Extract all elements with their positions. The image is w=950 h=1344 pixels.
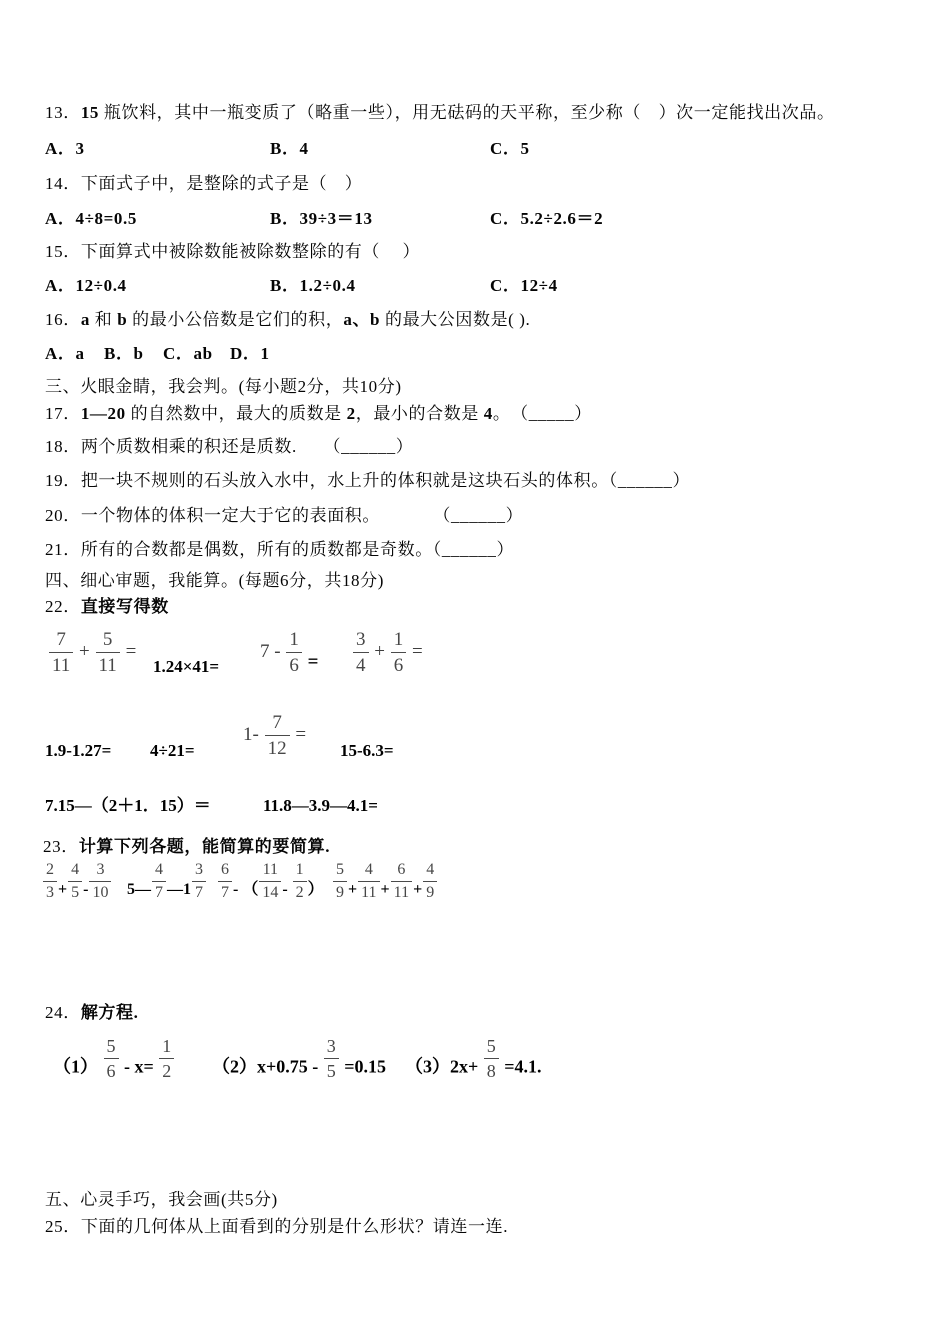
q22-label-seg: 22． xyxy=(45,597,81,616)
q20-seg: 一个物体的体积一定大于它的表面积。 （______） xyxy=(80,506,524,525)
q16-stem xyxy=(45,310,530,330)
fraction-denominator: 7 xyxy=(192,881,206,901)
fraction-denominator: 5 xyxy=(68,881,82,901)
fraction-denominator: 6 xyxy=(104,1058,119,1080)
math-text: 15-6.3= xyxy=(340,741,394,760)
q15-options-seg: B．1.2÷0.4 xyxy=(270,276,356,295)
math-text: + xyxy=(74,640,95,662)
q16-options-seg: D．1 xyxy=(230,344,270,363)
q22-expr-3 xyxy=(260,630,318,675)
fraction xyxy=(96,630,120,675)
fraction-denominator: 11 xyxy=(49,652,73,675)
section-4-header xyxy=(45,571,384,591)
fraction-numerator: 2 xyxy=(46,861,54,878)
math-text: 4÷21= xyxy=(150,741,195,760)
q21-seg: 21． xyxy=(45,540,81,559)
math-text: - x= xyxy=(119,1056,159,1077)
q20-seg: 20． xyxy=(45,506,81,525)
fraction-numerator: 4 xyxy=(426,861,435,878)
q16-stem-seg: 16． xyxy=(45,310,81,329)
fraction-numerator: 3 xyxy=(96,861,105,878)
q21-seg: 所有的合数都是偶数，所有的质数都是奇数。（______） xyxy=(80,540,515,559)
fraction-numerator: 4 xyxy=(155,861,163,878)
q21 xyxy=(45,540,514,560)
q22-expr-5 xyxy=(45,742,111,759)
math-text: - （ xyxy=(233,880,259,898)
q16-stem-seg: 的最小公倍数是它们的积， xyxy=(127,310,344,329)
fraction-numerator: 7 xyxy=(272,712,282,733)
math-text: + xyxy=(369,640,390,662)
fraction xyxy=(293,862,307,901)
fraction xyxy=(423,862,437,901)
q20 xyxy=(45,506,523,526)
q13-stem-seg: 13． xyxy=(45,103,81,122)
math-text: （3）2x+ xyxy=(405,1056,483,1077)
math-text: =0.15 xyxy=(339,1056,387,1077)
q18-seg: 两个质数相乘的积还是质数. （______） xyxy=(80,437,414,456)
q17-seg: 。 （_____） xyxy=(492,404,592,423)
math-text: = xyxy=(407,640,423,662)
q15-options-seg: A．12÷0.4 xyxy=(45,276,127,295)
q15-stem-seg: 15． xyxy=(45,242,81,261)
fraction-denominator: 10 xyxy=(89,881,111,901)
math-text: 7.15—（2＋1．15）＝ xyxy=(45,796,211,815)
math-text: - xyxy=(282,880,292,898)
fraction xyxy=(152,862,166,901)
fraction-numerator: 3 xyxy=(356,629,366,650)
fraction xyxy=(259,862,281,901)
fraction xyxy=(484,1037,499,1080)
q16-stem-seg: 的最大公因数是( ). xyxy=(380,310,531,329)
fraction xyxy=(159,1037,174,1080)
q25-seg: 下面的几何体从上面看到的分别是什么形状？请连一连. xyxy=(80,1217,509,1236)
fraction-numerator: 5 xyxy=(486,1036,496,1056)
math-text: （2）x+0.75 - xyxy=(212,1056,323,1077)
fraction-denominator: 2 xyxy=(293,881,307,901)
math-text: + xyxy=(380,880,390,898)
fraction xyxy=(324,1037,339,1080)
q14-options-seg: A．4÷8=0.5 xyxy=(45,209,137,228)
q17-seg: 4 xyxy=(483,404,493,423)
fraction-numerator: 3 xyxy=(195,861,203,878)
math-text: 7 - xyxy=(260,640,286,662)
fraction-denominator: 4 xyxy=(353,652,369,675)
fraction xyxy=(104,1037,119,1080)
math-text: + xyxy=(413,880,423,898)
q22-expr-6 xyxy=(150,742,195,759)
q15-stem-seg: 下面算式中被除数能被除数整除的有（ ） xyxy=(80,242,421,261)
math-text: + xyxy=(58,880,68,898)
q22-expr-10 xyxy=(263,797,378,814)
q25 xyxy=(45,1217,508,1237)
fraction-numerator: 5 xyxy=(336,861,344,878)
q13-stem-seg: 15 xyxy=(80,103,100,122)
q17-seg: 1—20 xyxy=(80,404,126,423)
q13-options-seg: A．3 xyxy=(45,139,85,158)
q17-seg: 17． xyxy=(45,404,81,423)
fraction-denominator: 11 xyxy=(96,652,120,675)
q16-stem-seg: b xyxy=(117,310,128,329)
math-text: （1） xyxy=(53,1056,103,1077)
q23-expr-1 xyxy=(42,862,112,901)
q16-options-seg: C．ab xyxy=(163,344,213,363)
q19 xyxy=(45,471,690,491)
fraction-denominator: 11 xyxy=(391,881,412,901)
fraction-numerator: 3 xyxy=(326,1036,336,1056)
math-text: - xyxy=(83,880,89,898)
section-4-header-seg: 四、细心审题，我能算。(每题6分，共18分) xyxy=(45,571,385,590)
q17-seg: ，最小的合数是 xyxy=(355,404,484,423)
q24-label-seg: 24． xyxy=(45,1003,81,1022)
q14-options-seg: C．5.2÷2.6＝2 xyxy=(490,209,604,228)
q14-stem-seg: 下面式子中，是整除的式子是（ ） xyxy=(80,174,363,193)
q24-eq-1 xyxy=(53,1037,175,1080)
q25-seg: 25． xyxy=(45,1217,81,1236)
fraction-numerator: 1 xyxy=(162,1036,172,1056)
q15-stem xyxy=(45,242,420,262)
q16-stem-seg: 和 xyxy=(89,310,118,329)
fraction-denominator: 3 xyxy=(43,881,57,901)
q18-seg: 18． xyxy=(45,437,81,456)
q22-expr-9 xyxy=(45,797,211,814)
q22-expr-1 xyxy=(48,630,136,675)
q22-expr-2 xyxy=(153,658,219,675)
fraction-denominator: 9 xyxy=(423,881,437,901)
math-text: ） xyxy=(307,880,324,898)
q14-options-seg: B．39÷3＝13 xyxy=(270,209,373,228)
fraction-denominator: 5 xyxy=(324,1058,339,1080)
fraction-numerator: 4 xyxy=(71,861,80,878)
fraction-numerator: 1 xyxy=(393,629,404,650)
q13-stem-seg: 瓶饮料，其中一瓶变质了（略重一些），用无砝码的天平称，至少称（ ）次一定能找出次品。 xyxy=(99,103,835,122)
fraction xyxy=(391,630,407,675)
fraction-denominator: 6 xyxy=(391,652,407,675)
math-text: 1.24×41= xyxy=(153,657,220,676)
fraction-numerator: 4 xyxy=(364,861,373,878)
fraction-denominator: 14 xyxy=(259,881,281,901)
fraction xyxy=(391,862,412,901)
section-3-header-seg: 三、火眼金睛，我会判。(每小题2分，共10分) xyxy=(45,377,402,396)
fraction-denominator: 11 xyxy=(358,881,379,901)
math-text: = xyxy=(290,723,307,745)
section-3-header xyxy=(45,377,402,397)
fraction-denominator: 7 xyxy=(218,881,232,901)
fraction-numerator: 5 xyxy=(106,1036,116,1056)
section-5-header xyxy=(45,1190,278,1210)
fraction-numerator: 7 xyxy=(56,629,66,650)
fraction-denominator: 6 xyxy=(286,652,302,675)
fraction xyxy=(265,713,290,758)
q16-options-seg: A．a xyxy=(45,344,85,363)
q23-label-seg: 23． xyxy=(43,837,79,856)
q14-stem-seg: 14． xyxy=(45,174,81,193)
math-text: =4.1. xyxy=(499,1056,542,1077)
fraction-denominator: 8 xyxy=(484,1058,499,1080)
fraction xyxy=(218,862,232,901)
q22-label-seg: 直接写得数 xyxy=(80,597,169,616)
fraction xyxy=(68,862,82,901)
q15-options xyxy=(45,276,558,296)
q23-expr-3 xyxy=(217,862,324,901)
q23-expr-2 xyxy=(127,862,207,901)
fraction-numerator: 1 xyxy=(289,629,299,650)
q24-label xyxy=(45,1003,138,1023)
q16-stem-seg: a、b xyxy=(343,310,381,329)
q24-eq-3 xyxy=(405,1037,542,1080)
q14-options xyxy=(45,209,603,229)
q19-seg: 把一块不规则的石头放入水中，水上升的体积就是这块石头的体积。（______） xyxy=(80,471,691,490)
q22-label xyxy=(45,597,169,617)
q13-stem xyxy=(45,103,835,123)
fraction xyxy=(192,862,206,901)
section-5-header-seg: 五、心灵手巧，我会画(共5分) xyxy=(45,1190,278,1209)
q17-seg: 的自然数中，最大的质数是 xyxy=(125,404,347,423)
fraction-denominator: 12 xyxy=(265,735,290,758)
fraction xyxy=(358,862,379,901)
fraction-denominator: 9 xyxy=(333,881,347,901)
q23-expr-4 xyxy=(332,862,438,901)
q16-stem-seg: a xyxy=(80,310,90,329)
q22-expr-8 xyxy=(340,742,394,759)
q15-options-seg: C．12÷4 xyxy=(490,276,558,295)
fraction xyxy=(353,630,369,675)
q24-eq-2 xyxy=(212,1037,386,1080)
fraction xyxy=(286,630,302,675)
q14-stem xyxy=(45,174,362,194)
math-text: 5— xyxy=(127,880,151,898)
q23-label-seg: 计算下列各题，能简算的要简算. xyxy=(78,837,331,856)
fraction-denominator: 2 xyxy=(159,1058,174,1080)
fraction xyxy=(49,630,73,675)
q16-options-seg: B．b xyxy=(104,344,144,363)
math-text: 1- xyxy=(243,723,264,745)
q17-seg: 2 xyxy=(346,404,356,423)
fraction xyxy=(333,862,347,901)
math-text: = xyxy=(302,651,319,673)
q22-expr-7 xyxy=(243,713,306,758)
fraction-denominator: 7 xyxy=(152,881,166,901)
math-text: 11.8—3.9—4.1= xyxy=(263,796,378,815)
q13-options xyxy=(45,139,530,159)
math-text: + xyxy=(348,880,358,898)
fraction-numerator: 5 xyxy=(102,629,113,650)
math-text: —1 xyxy=(167,880,191,898)
q19-seg: 19． xyxy=(45,471,81,490)
q16-options xyxy=(45,344,270,364)
fraction-numerator: 11 xyxy=(262,861,279,878)
fraction xyxy=(89,862,111,901)
q22-expr-4 xyxy=(352,630,423,675)
math-text: = xyxy=(120,640,137,662)
q13-options-seg: C．5 xyxy=(490,139,530,158)
q24-label-seg: 解方程. xyxy=(80,1003,139,1022)
math-text: 1.9-1.27= xyxy=(45,741,112,760)
fraction-numerator: 6 xyxy=(221,861,229,878)
q17 xyxy=(45,404,592,424)
q23-label xyxy=(43,837,330,857)
q18 xyxy=(45,437,413,457)
q13-options-seg: B．4 xyxy=(270,139,309,158)
fraction xyxy=(43,862,57,901)
fraction-numerator: 1 xyxy=(295,861,304,878)
fraction-numerator: 6 xyxy=(397,861,406,878)
